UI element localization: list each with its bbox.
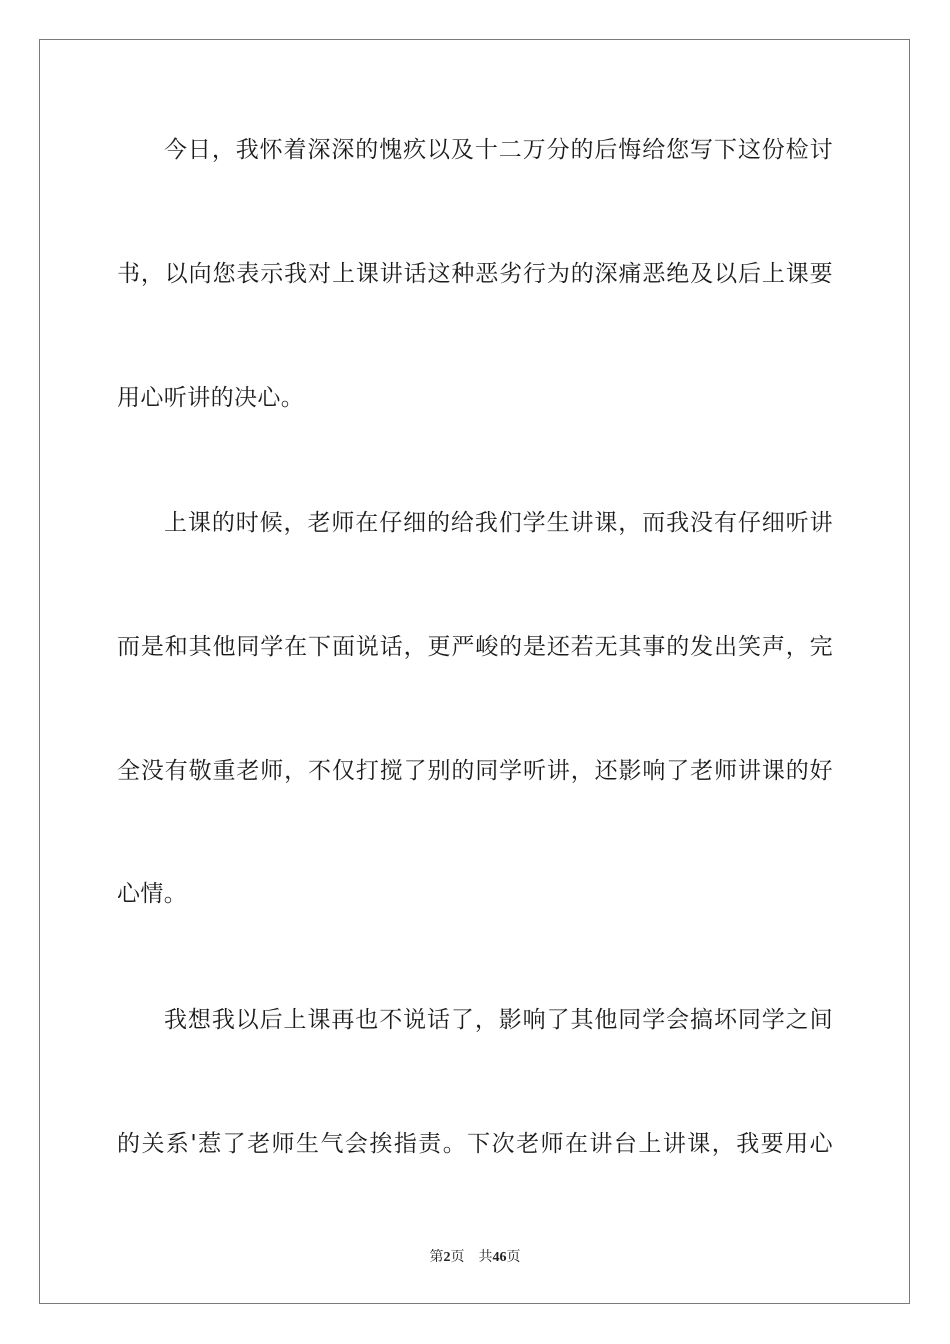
paragraph-2-line-3: 全没有敬重老师，不仅打搅了别的同学听讲，还影响了老师讲课的好 [117,758,833,784]
paragraph-2-line-2: 而是和其他同学在下面说话，更严峻的是还若无其事的发出笑声，完 [117,634,833,660]
paragraph-1-line-3: 用心听讲的决心。 [117,385,305,411]
total-pages: 46 [492,1250,507,1265]
paragraph-1-line-2: 书，以向您表示我对上课讲话这种恶劣行为的深痛恶绝及以后上课要 [117,261,833,287]
total-suffix: 页 [506,1250,521,1265]
page-footer [0,1246,950,1266]
paragraph-3-line-2: 的关系'惹了老师生气会挨指责。下次老师在讲台上讲课，我要用心 [117,1131,833,1157]
paragraph-3-line-1: 我想我以后上课再也不说话了，影响了其他同学会搞坏同学之间 [164,1007,833,1033]
page-suffix: 页 [450,1250,465,1265]
page-frame [39,39,910,1304]
page-number: 2 [443,1250,451,1265]
paragraph-2-line-1: 上课的时候，老师在仔细的给我们学生讲课，而我没有仔细听讲 [164,510,833,536]
page-prefix: 第 [429,1250,444,1265]
total-prefix: 共 [478,1250,493,1265]
paragraph-2-line-4: 心情。 [117,881,188,907]
paragraph-1-line-1: 今日，我怀着深深的愧疚以及十二万分的后悔给您写下这份检讨 [164,137,833,163]
